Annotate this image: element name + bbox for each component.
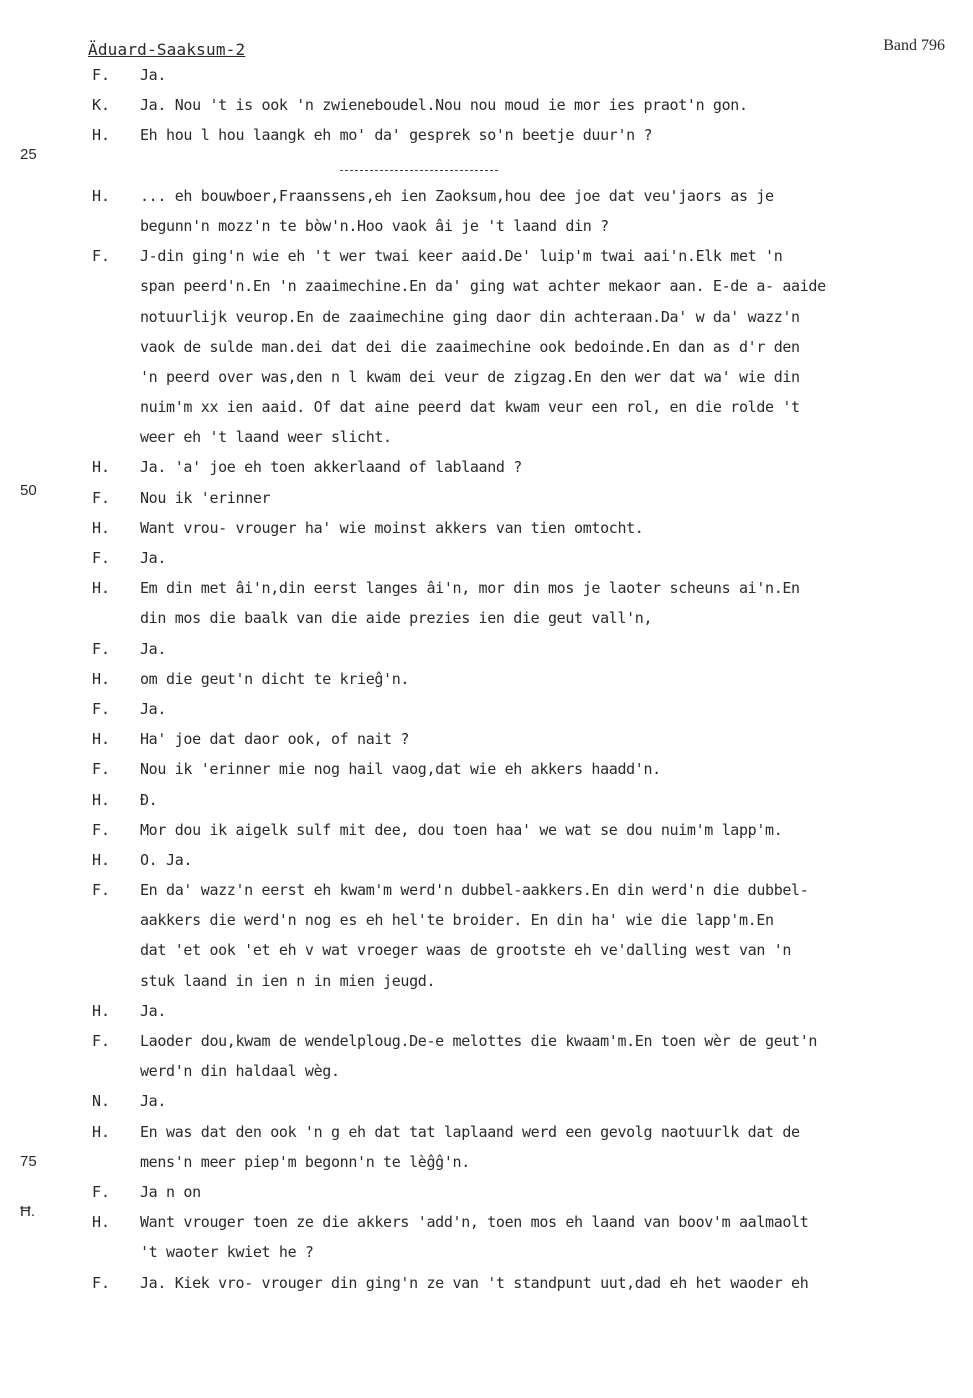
line-text: stuk laand in ien n in mien jeugd.: [140, 971, 436, 990]
line-text: Em din met âi'n,din eerst langes âi'n, mor din mos je laoter scheuns ai'n.En: [140, 579, 800, 598]
transcript-line: [0, 241, 973, 271]
line-text: nuim'm xx ien aaid. Of dat aine peerd dat kwam veur een rol, en die rolde 't: [140, 398, 800, 417]
line-text: Ja.: [140, 699, 167, 718]
transcript-line: [0, 483, 973, 513]
transcript-line: [0, 452, 973, 482]
transcript-line: [0, 875, 973, 905]
transcript-line: [0, 1026, 973, 1056]
transcript-line: [0, 1207, 973, 1237]
line-text: En da' wazz'n eerst eh kwam'm werd'n dubbel-aakkers.En din werd'n die dubbel-: [140, 881, 809, 900]
line-number-25: 25: [20, 146, 37, 163]
speaker-label: H.: [92, 790, 111, 809]
speaker-label: F.: [92, 1032, 111, 1050]
transcript-line: [0, 935, 973, 965]
line-text: om die geut'n dicht te krieĝ'n.: [140, 669, 410, 688]
line-text: ... eh bouwboer,Fraanssens,eh ien Zaoksum,hou dee joe dat veu'jaors as je: [140, 186, 774, 205]
transcript-line: [0, 543, 973, 573]
speaker-label: H.: [92, 1213, 111, 1232]
line-text: Ja.: [140, 66, 167, 84]
line-text: weer eh 't laand weer slicht.: [140, 428, 392, 447]
speaker-label: F.: [92, 820, 111, 839]
speaker-label: H.: [92, 126, 111, 145]
transcript-line: [0, 513, 973, 543]
transcript-line: [0, 60, 973, 90]
transcript-line: [0, 1268, 973, 1298]
speaker-label: H.: [92, 1001, 111, 1020]
transcript-line: [0, 181, 973, 211]
transcript-line: [0, 603, 973, 633]
document-title: Äduard-Saaksum-2: [88, 40, 246, 59]
speaker-label: F.: [92, 66, 111, 84]
transcript-line: [0, 724, 973, 754]
transcript-line: [0, 845, 973, 875]
line-text: O. Ja.: [140, 850, 193, 869]
speaker-label: F.: [92, 639, 111, 658]
speaker-label: F.: [92, 549, 111, 567]
line-text: Ja.: [140, 639, 167, 658]
line-text: Ja.: [140, 1001, 167, 1020]
transcript-line: [0, 302, 973, 332]
speaker-label: H.: [92, 186, 111, 205]
line-text: span peerd'n.En 'n zaaimechine.En da' ging wat achter mekaor aan. E-de a- aaide: [140, 277, 826, 296]
transcript-line: [0, 1237, 973, 1267]
transcript-line: [0, 1056, 973, 1086]
line-text: Want vrouger toen ze die akkers 'add'n, toen mos eh laand van boov'm aalmaolt: [140, 1213, 809, 1232]
line-text: notuurlijk veurop.En de zaaimechine ging daor din achteraan.Da' w da' wazz'n: [140, 307, 800, 326]
transcript-line: [0, 332, 973, 362]
line-text: Ja.: [140, 1092, 167, 1111]
transcript-line: [0, 211, 973, 241]
speaker-label: F.: [92, 760, 111, 779]
line-text: werd'n din haldaal wèg.: [140, 1062, 340, 1081]
line-text: 't waoter kwiet he ?: [140, 1243, 314, 1262]
line-text: Eh hou l hou laangk eh mo' da' gesprek so'n beetje duur'n ?: [140, 126, 653, 145]
transcript-line: [0, 634, 973, 664]
line-text: Ja. Nou 't is ook 'n zwieneboudel.Nou nou moud ie mor ies praot'n gon.: [140, 96, 748, 115]
line-text: 'n peerd over was,den n l kwam dei veur de zigzag.En den wer dat wa' wie din: [140, 367, 800, 386]
line-text: Ð.: [140, 790, 158, 809]
transcript-line: [0, 1177, 973, 1207]
line-text: Want vrou- vrouger ha' wie moinst akkers van tien omtocht.: [140, 518, 644, 537]
speaker-label: H.: [92, 730, 111, 749]
margin-mark: Ħ.: [20, 1203, 35, 1220]
line-text: Nou ik 'erinner mie nog hail vaog,dat wie eh akkers haadd'n.: [140, 760, 661, 779]
line-number-50: 50: [20, 482, 37, 499]
speaker-label: H.: [92, 579, 111, 598]
speaker-label: H.: [92, 518, 111, 537]
line-text: Ja. 'a' joe eh toen akkerlaand of lablaand ?: [140, 458, 522, 477]
line-text: Nou ik 'erinner: [140, 488, 271, 507]
transcript-line: [0, 664, 973, 694]
transcript-line: [0, 785, 973, 815]
line-text: J-din ging'n wie eh 't wer twai keer aaid.De' luip'm twai aai'n.Elk met 'n: [140, 247, 783, 266]
line-text: din mos die baalk van die aide prezies ien die geut vall'n,: [140, 609, 653, 628]
transcript-line: [0, 151, 973, 181]
line-text: Ja n on: [140, 1182, 201, 1201]
speaker-label: H.: [92, 669, 111, 688]
transcript-line: [0, 362, 973, 392]
transcript-line: [0, 754, 973, 784]
transcript-line: [0, 271, 973, 301]
band-number: Band 796: [883, 37, 945, 54]
speaker-label: K.: [92, 96, 111, 115]
speaker-label: N.: [92, 1092, 111, 1111]
speaker-label: F.: [92, 488, 111, 507]
transcript-line: [0, 996, 973, 1026]
line-text: vaok de sulde man.dei dat dei die zaaimechine ook bedoinde.En dan as d'r den: [140, 337, 800, 356]
speaker-label: H.: [92, 458, 111, 477]
transcript-line: [0, 422, 973, 452]
line-text: Mor dou ik aigelk sulf mit dee, dou toen haa' we wat se dou nuim'm lapp'm.: [140, 820, 783, 839]
transcript-line: [0, 573, 973, 603]
speaker-label: F.: [92, 1273, 111, 1292]
line-text: begunn'n mozz'n te bòw'n.Hoo vaok âi je 't laand din ?: [140, 216, 609, 235]
speaker-label: H.: [92, 1122, 111, 1141]
line-text: En was dat den ook 'n g eh dat tat laplaand werd een gevolg naotuurlk dat de: [140, 1122, 800, 1141]
transcript-line: [0, 90, 973, 120]
line-text: Ha' joe dat daor ook, of nait ?: [140, 730, 410, 749]
speaker-label: F.: [92, 881, 111, 900]
line-number-75: 75: [20, 1153, 37, 1170]
transcript-lines: [0, 60, 973, 1298]
speaker-label: H.: [92, 850, 111, 869]
transcript-line: [0, 392, 973, 422]
line-text: aakkers die werd'n nog es eh hel'te broider. En din ha' wie die lapp'm.En: [140, 911, 774, 930]
line-text: Laoder dou,kwam de wendelploug.De-e melottes die kwaam'm.En toen wèr de geut'n: [140, 1032, 818, 1050]
transcript-line: [0, 966, 973, 996]
transcript-line: [0, 120, 973, 150]
transcript-line: [0, 815, 973, 845]
line-text: dat 'et ook 'et eh v wat vroeger waas de grootste eh ve'dalling west van 'n: [140, 941, 792, 960]
speaker-label: F.: [92, 1182, 111, 1201]
line-text: Ja. Kiek vro- vrouger din ging'n ze van 't standpunt uut,dad eh het waoder eh: [140, 1273, 809, 1292]
transcript-line: [0, 1117, 973, 1147]
line-text: Ja.: [140, 549, 167, 567]
transcript-line: [0, 1086, 973, 1116]
line-text: mens'n meer piep'm begonn'n te lèĝĝ'n.: [140, 1152, 470, 1171]
speaker-label: F.: [92, 247, 111, 266]
speaker-label: F.: [92, 699, 111, 718]
transcript-line: [0, 694, 973, 724]
transcript-line: [0, 905, 973, 935]
transcript-line: [0, 1147, 973, 1177]
